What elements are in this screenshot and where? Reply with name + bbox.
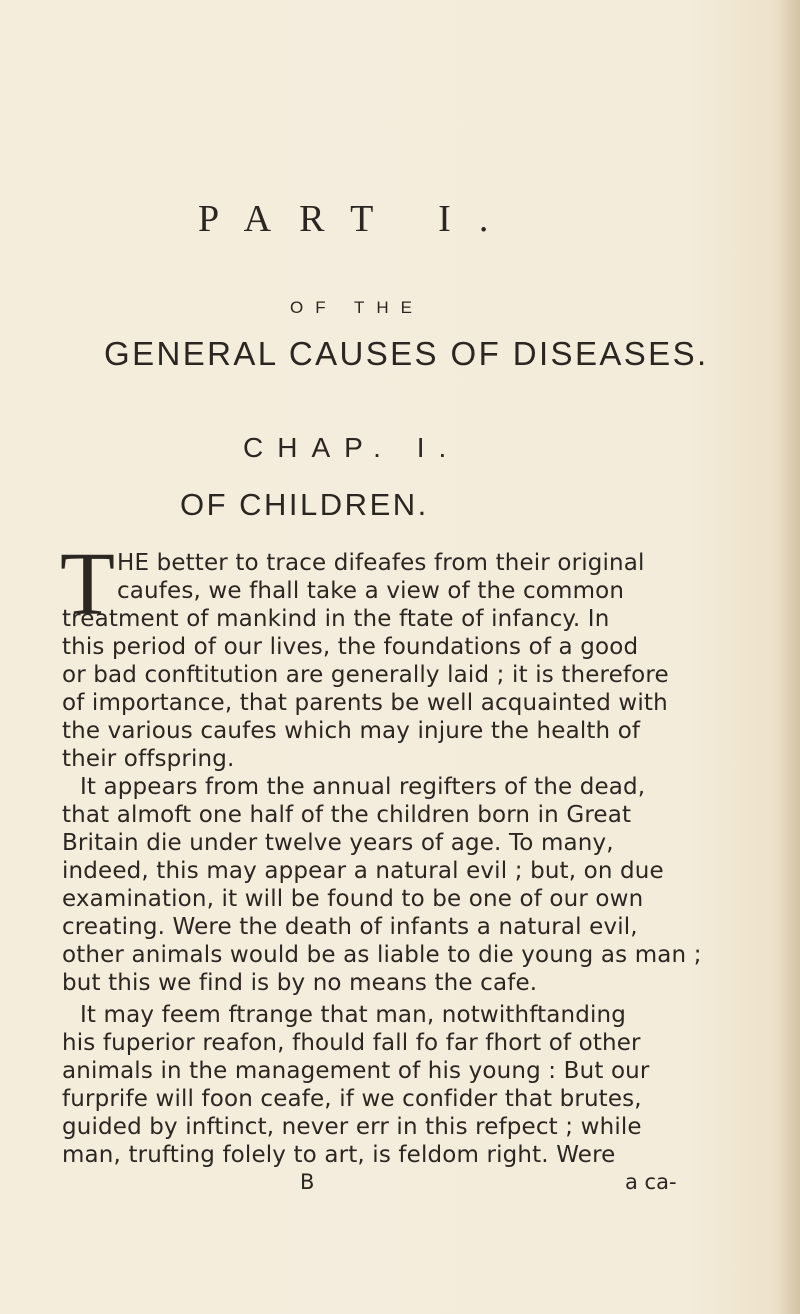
drop-cap: T [60, 535, 115, 634]
page-edge-shadow [778, 0, 800, 1314]
text-line: examination, it will be found to be one of our own [62, 886, 644, 912]
text-line: this period of our lives, the foundations of a good [62, 634, 639, 660]
text-line: creating. Were the death of infants a natural evil, [62, 914, 638, 940]
part-heading: PART I. [198, 198, 517, 240]
text-line: other animals would be as liable to die young as man ; [62, 942, 702, 968]
catchword: a ca- [625, 1170, 677, 1194]
subject-heading: GENERAL CAUSES OF DISEASES. [104, 335, 709, 372]
text-line: HE better to trace difeafes from their original [117, 550, 645, 576]
text-line: It appears from the annual regifters of the dead, [80, 774, 646, 800]
chapter-title: OF CHILDREN. [180, 487, 429, 522]
text-line: animals in the management of his young : But our [62, 1058, 650, 1084]
text-line: his fuperior reafon, fhould fall fo far fhort of other [62, 1030, 641, 1056]
of-the-heading: OF THE [290, 298, 425, 317]
text-line: their offspring. [62, 746, 235, 772]
text-line: of importance, that parents be well acquainted with [62, 690, 668, 716]
signature-mark: B [300, 1170, 315, 1194]
text-line: Britain die under twelve years of age. To many, [62, 830, 614, 856]
text-line: man, trufting folely to art, is feldom right. Were [62, 1142, 616, 1168]
text-line: It may feem ftrange that man, notwithftanding [80, 1002, 627, 1028]
text-line: the various caufes which may injure the health of [62, 718, 641, 744]
text-line: treatment of mankind in the ftate of infancy. In [62, 606, 610, 632]
text-line: guided by inftinct, never err in this refpect ; while [62, 1114, 642, 1140]
chapter-heading: CHAP. I. [243, 432, 461, 463]
text-line: that almoft one half of the children born in Great [62, 802, 632, 828]
text-line: furprife will foon ceafe, if we confider that brutes, [62, 1086, 642, 1112]
text-line: or bad conftitution are generally laid ; it is therefore [62, 662, 669, 688]
text-line: but this we find is by no means the cafe. [62, 970, 538, 996]
text-line: caufes, we fhall take a view of the common [117, 578, 625, 604]
text-line: indeed, this may appear a natural evil ; but, on due [62, 858, 664, 884]
